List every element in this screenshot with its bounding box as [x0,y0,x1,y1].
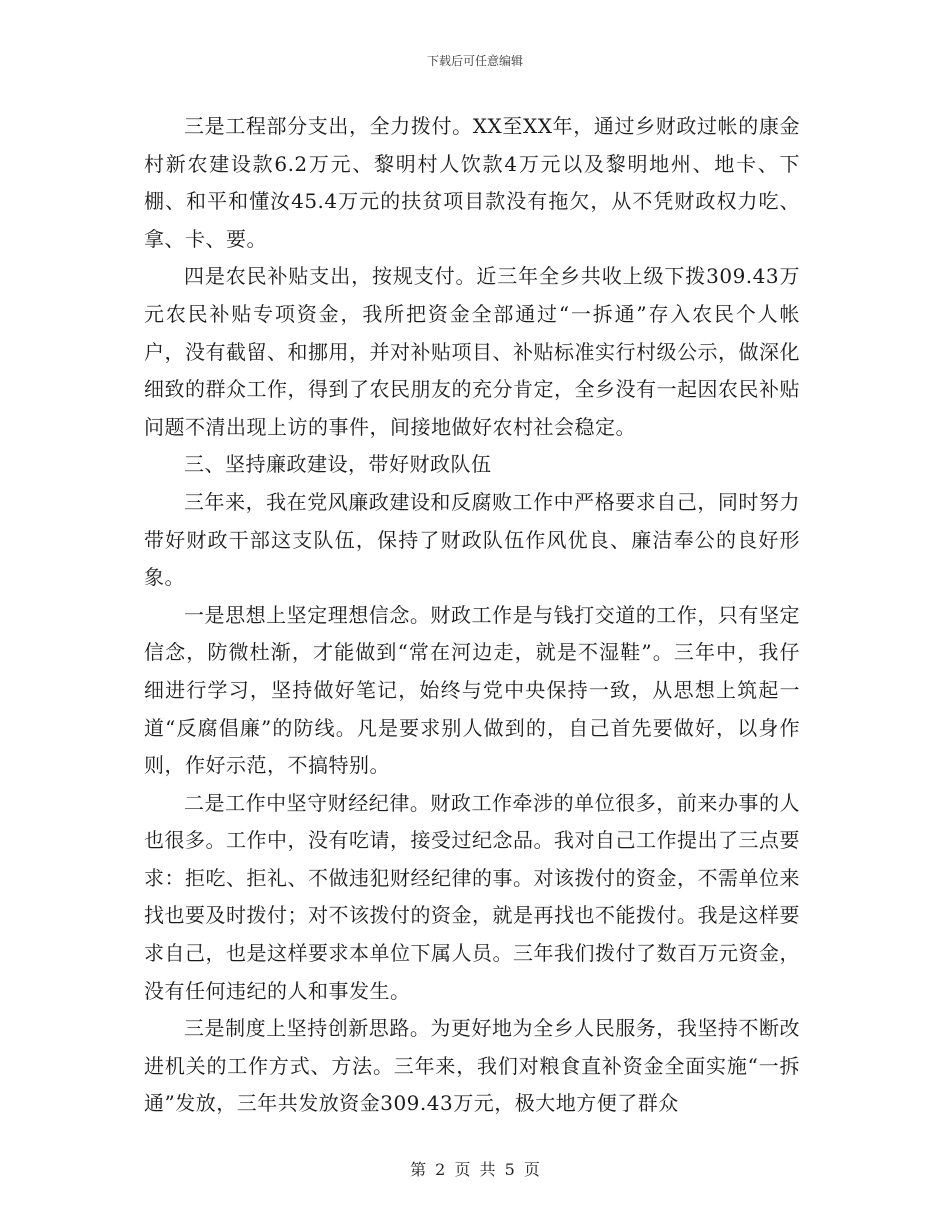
paragraph-innovation: 三是制度上坚持创新思路。为更好地为全乡人民服务，我坚持不断改进机关的工作方式、方法。三年来，我们对粮食直补资金全面实施“一拆通”发放，三年共发放资金309.43万元，极大地方便了群众 [144,1016,800,1116]
page-header: 下载后可任意编辑 [426,54,523,68]
paragraph-engineering-expenditure: 三是工程部分支出，全力拨付。XX至XX年，通过乡财政过帐的康金村新农建设款6.2万元、黎明村人饮款4万元以及黎明地州、地卡、下棚、和平和懂汝45.4万元的扶贫项目款没有拖欠，从不凭财政权力吃、拿、卡、要。 [144,114,800,251]
document-body [144,108,800,1123]
paragraph-discipline: 二是工作中坚守财经纪律。财政工作牵涉的单位很多，前来办事的人也很多。工作中，没有吃请，接受过纪念品。我对自己工作提出了三点要求：拒吃、拒礼、不做违犯财经纪律的事。对该拨付的资金，不需单位来找也要及时拨付；对不该拨付的资金，就是再找也不能拨付。我是这样要求自己，也是这样要求本单位下属人员。三年我们拨付了数百万元资金，没有任何违纪的人和事发生。 [144,790,800,1003]
section-heading-integrity: 三、坚持廉政建设，带好财政队伍 [184,452,492,477]
paragraph-three-years: 三年来，我在党风廉政建设和反腐败工作中严格要求自己，同时努力带好财政干部这支队伍，保持了财政队伍作风优良、廉洁奉公的良好形象。 [144,489,800,590]
page-footer: 第 2 页 共 5 页 [410,1160,540,1179]
paragraph-farmer-subsidy: 四是农民补贴支出，按规支付。近三年全乡共收上级下拨309.43万元农民补贴专项资金，我所把资金全部通过“一拆通”存入农民个人帐户，没有截留、和挪用，并对补贴项目、补贴标准实行村级公示，做深化细致的群众工作，得到了农民朋友的充分肯定，全乡没有一起因农民补贴问题不清出现上访的事件，间接地做好农村社会稳定。 [144,264,800,439]
paragraph-ideals: 一是思想上坚定理想信念。财政工作是与钱打交道的工作，只有坚定信念，防微杜渐，才能做到“常在河边走，就是不湿鞋”。三年中，我仔细进行学习，坚持做好笔记，始终与党中央保持一致，从思想上筑起一道“反腐倡廉”的防线。凡是要求别人做到的，自己首先要做好，以身作则，作好示范，不搞特别。 [144,602,800,778]
